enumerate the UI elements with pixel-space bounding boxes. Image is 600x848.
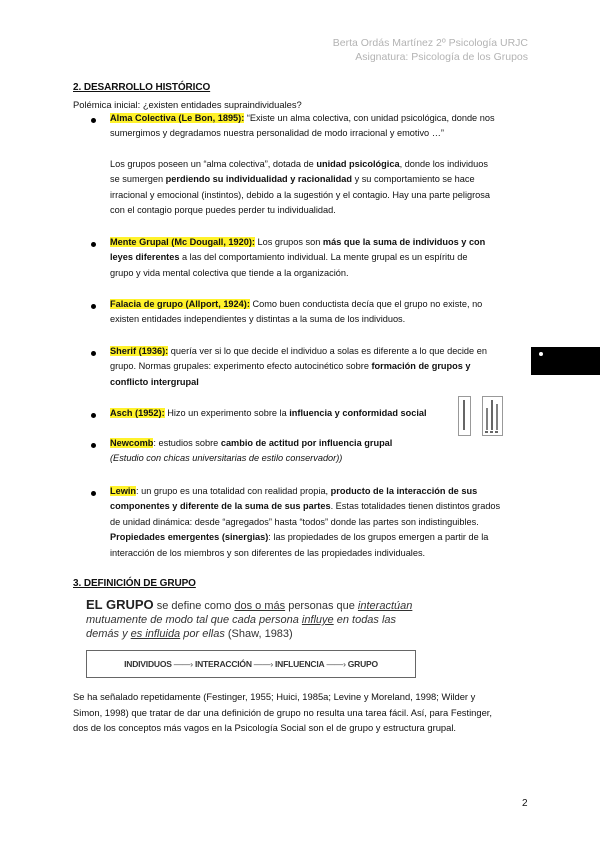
highlight-label: Falacia de grupo (Allport, 1924):	[110, 299, 250, 309]
white-dot	[539, 352, 543, 356]
highlight-label: Asch (1952):	[110, 408, 165, 418]
list-item-asch: Asch (1952): Hizo un experimento sobre la influencia y conformidad social	[110, 408, 427, 418]
list-item-newcomb: Newcomb: estudios sobre cambio de actitud por influencia grupal (Estudio con chicas universitarias de estilo conservador))	[110, 438, 393, 464]
list-item-falacia-grupo: Falacia de grupo (Allport, 1924): Como buen conductista decía que el grupo no existe, no existen entidades independientes y distintas a la suma de los individuos.	[110, 299, 483, 325]
flow-step-interaccion: INTERACCIÓN	[194, 659, 252, 669]
arrow-right-icon: ——›	[253, 659, 273, 669]
header-author: Berta Ordás Martínez 2º Psicología URJC	[332, 37, 528, 49]
highlight-label: Sherif (1936):	[110, 346, 169, 356]
bullet	[91, 118, 96, 123]
alma-colectiva-paragraph: Los grupos poseen un “alma colectiva”, dotada de unidad psicológica, donde los individuos se sumergen perdiendo su individualidad y racionalidad y su comportamiento se hace irracional y emocional (instintos), debido a la sugestión y el contagio. Hay una parte peligrosa con el contagio porque puedes perder tu individualidad.	[110, 159, 490, 216]
list-item-lewin: Lewin: un grupo es una totalidad con realidad propia, producto de la interacción de sus componentes y diferente de la suma de sus partes. Estas totalidades tienen distintos grados de unidad dinámica: desde “agregados” hasta “todos” donde las partes son indistinguibles. Propiedades emergentes (sinergias): las propiedades de los grupos emergen a partir de la interacción de los miembros y son diferentes de las propiedades individuales.	[110, 486, 501, 558]
asch-lines-image	[458, 396, 503, 436]
list-item-alma-colectiva: Alma Colectiva (Le Bon, 1895): “Existe un alma colectiva, con unidad psicológica, donde nos sumergimos y degradamos nuestra personalidad de modo irracional y emotivo …”	[110, 113, 495, 139]
section-3-title: 3. DEFINICIÓN DE GRUPO	[73, 578, 196, 589]
section-2-title: 2. DESARROLLO HISTÓRICO	[73, 82, 211, 93]
list-item-mente-grupal: Mente Grupal (Mc Dougall, 1920): Los grupos son más que la suma de individuos y con leyes diferentes a las del comportamiento individual. La mente grupal es un espíritu de grupo y vida mental colectiva que tiende a la organización.	[110, 237, 486, 278]
flow-step-influencia: INFLUENCIA	[275, 659, 325, 669]
arrow-right-icon: ——›	[326, 659, 346, 669]
bullet	[91, 413, 96, 418]
highlight-label: Alma Colectiva (Le Bon, 1895):	[110, 113, 245, 123]
bullet	[91, 242, 96, 247]
definition-paragraph: Se ha señalado repetidamente (Festinger, 1955; Huici, 1985a; Levine y Moreland, 1998; Wilder y Simon, 1998) que tratar de dar una definición de grupo no resulta una tarea fácil. Así, para Festinger, dos de los conceptos más vagos en la Psicología Social son el de grupo y estructura grupal.	[73, 691, 493, 733]
page-number: 2	[522, 798, 528, 809]
dark-thumbnail	[531, 347, 600, 375]
bullet	[91, 443, 96, 448]
highlight-label: Mente Grupal (Mc Dougall, 1920):	[110, 237, 255, 247]
bullet	[91, 304, 96, 309]
bullet	[91, 491, 96, 496]
highlight-label: Newcomb	[110, 438, 154, 448]
arrow-right-icon: ——›	[173, 659, 193, 669]
highlight-label: Lewin	[110, 486, 137, 496]
list-item-sherif: Sherif (1936): quería ver si lo que decide el individuo a solas es diferente a lo que decide en grupo. Normas grupales: experimento efecto autocinético sobre formación de grupos y conflicto intergrupal	[110, 346, 487, 387]
flow-step-grupo: GRUPO	[347, 659, 378, 669]
group-definition: EL GRUPO se define como dos o más personas que interactúan mutuamente de modo tal que cada persona influye en todas las demás y es influida por ellas (Shaw, 1983)	[86, 597, 413, 640]
flow-step-individuos: INDIVIDUOS	[124, 659, 172, 669]
section-2-intro: Polémica inicial: ¿existen entidades supraindividuales?	[73, 99, 302, 110]
bullet	[91, 351, 96, 356]
page-header	[333, 36, 528, 64]
header-subject: Asignatura: Psicología de los Grupos	[355, 51, 528, 63]
group-process-flow	[86, 650, 416, 678]
